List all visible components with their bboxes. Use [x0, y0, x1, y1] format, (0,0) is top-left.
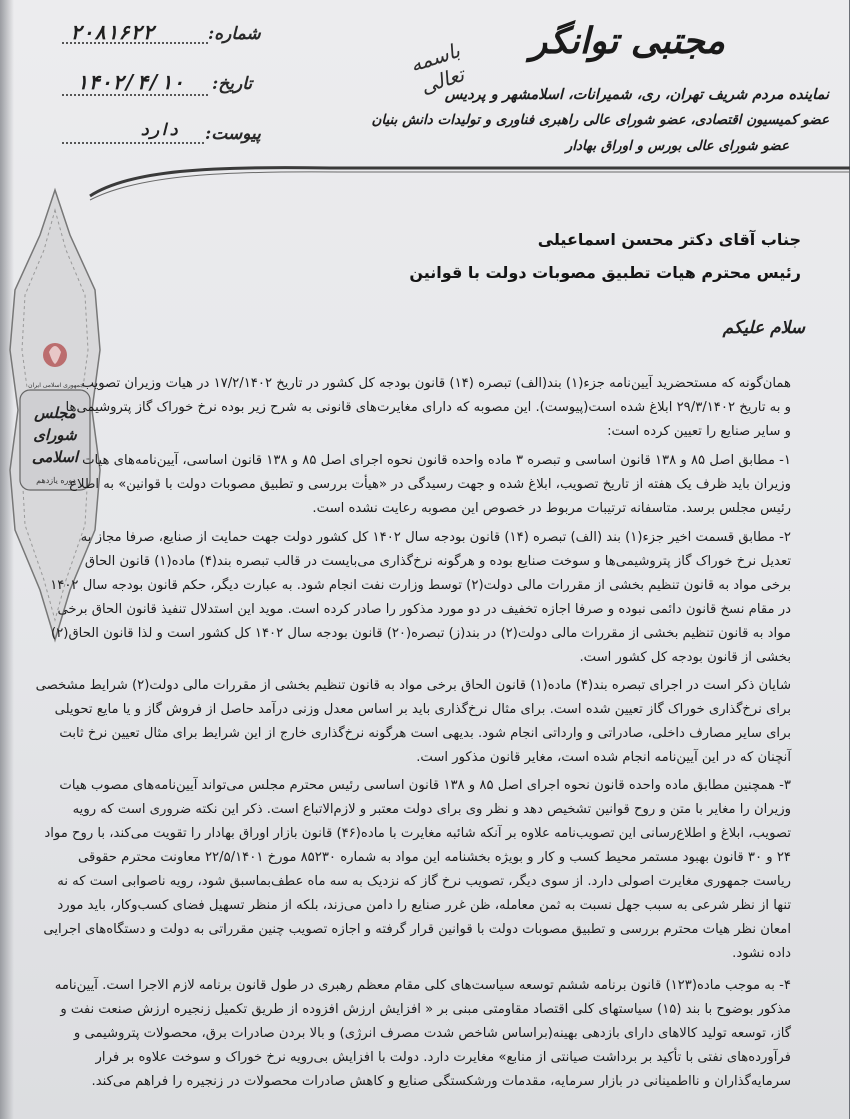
recipient-name: جناب آقای دکتر محسن اسماعیلی: [537, 230, 801, 249]
body-line: وزیران باید ظرف یک هفته از تاریخ تصویب، ابلاغ شده و جهت رسیدگی در «هیأت بررسی و تطبیق مصوبات دولت با قوانین» به اطلاع: [69, 477, 791, 492]
body-line: شایان ذکر است در اجرای تبصره بند(۴) ماده(۱) قانون الحاق برخی مواد به قانون تنظیم بخشی از مقررات مالی دولت(۲) شرایط مشخصی: [35, 678, 791, 693]
emblem-subtitle: جمهوری اسلامی ایران: [28, 382, 84, 389]
emblem-title: مجلس شورای اسلامی: [31, 404, 79, 466]
body-line: ۳- همچنین مطابق ماده واحده قانون نحوه اجرای اصل ۸۵ و ۱۳۸ قانون اساسی رئیس محترم مجلس می‌تواند آیین‌نامه‌های مصوب هیات: [59, 778, 791, 793]
attachment-value: دارد: [140, 120, 179, 139]
attachment-dotline: [62, 142, 204, 144]
number-value: ۲۰۸۱۶۲۲: [70, 20, 155, 44]
representative-line-3: عضو شورای عالی بورس و اوراق بهادار: [565, 138, 789, 154]
body-line: همان‌گونه که مستحضرید آیین‌نامه جزء(۱) بند(الف) تبصره (۱۴) قانون بودجه کل کشور در تاریخ ۱۷/۲/۱۴۰۲ در هیات وزیران تصویب: [81, 376, 791, 391]
number-dotline: [62, 42, 208, 44]
body-line: و سایر صنایع را تعیین کرده است:: [607, 424, 791, 439]
body-line: برای نرخ‌گذاری خوراک گاز تعیین شده است. برای مثال نرخ‌گذاری باید بر اساس معدل وزنی درآمد حاصل از فروش گاز و یا مایع تحویلی: [54, 702, 791, 717]
body-line: فرآورده‌های نفتی با تأکید بر برداشت صیانتی از منابع» مغایرت دارد. دولت با افزایش بی‌رویه نرخ خوراک و سوخت علاوه بر فرار: [95, 1050, 791, 1065]
representative-name: مجتبی توانگر: [529, 20, 725, 62]
body-line: ۴- به موجب ماده(۱۲۳) قانون برنامه ششم توسعه سیاست‌های کلی مقام معظم رهبری در طول قانون برنامه لازم الاجرا است. آیین‌نامه: [54, 978, 791, 993]
body-line: گاز، توسعه تولید کالاهای دارای بازدهی بهینه(براساس شاخص شدت مصرف انرژی) و بالا بردن صادرات برق، محصولات پتروشیمی و: [73, 1026, 791, 1041]
header-divider-curve: [90, 160, 850, 200]
date-value: ۱۴۰۲/۴/۱۰: [76, 70, 185, 94]
body-line: ۲- مطابق قسمت اخیر جزء(۱) بند (الف) تبصره (۱۴) قانون بودجه سال ۱۴۰۲ کل کشور دولت جهت حمایت از صنایع، صرفا مجاز به: [80, 530, 791, 545]
emblem-term: دوره یازدهم: [36, 476, 76, 485]
body-line: ریاست جمهوری مغایرت اصولی دارد. از سوی دیگر، تصویب نرخ گاز که نزدیک به سه ماه عطف‌بماسبق شود، رویه ناصوابی است که نه: [57, 874, 791, 889]
body-line: داده نشود.: [732, 946, 791, 961]
body-line: تنها از نظر شرعی به سبب جهل نسبت به ثمن معامله، ظن غرر صنایع را دامن می‌زند، بلکه از منظر تسهیل فضای کسب‌وکار، باید مورد: [57, 898, 791, 913]
body-line: بخشی از قانون بودجه کل کشور است.: [579, 650, 791, 665]
body-line: مذکور بوضوح با بند (۱۵) سیاستهای کلی اقتصاد مقاومتی مبنی بر « افزایش ارزش افزوده از طریق تکمیل زنجیره ارزش صنعت نفت و: [60, 1002, 791, 1017]
body-line: برخی مواد به قانون تنظیم بخشی از مقررات مالی دولت(۲) توسط وزارت نفت انجام شود. به عبارت دیگر، حکم قانون بودجه سال ۱۴۰۲: [50, 578, 791, 593]
representative-line-2: عضو کمیسیون اقتصادی، عضو شورای عالی راهبری فناوری و تولیدات دانش بنیان: [371, 112, 829, 128]
bismillah-seal: باسمه تعالی: [407, 38, 467, 99]
body-line: مواد به قانون تنظیم بخشی از مقررات مالی دولت(۲) در بند(ز) تبصره(۲۰) قانون بودجه سال ۱۴۰۲ کل کشور است و لذا قانون الحاق(۲): [51, 626, 791, 641]
recipient-title: رئیس محترم هیات تطبیق مصوبات دولت با قوانین: [409, 263, 801, 282]
date-label: تاریخ:: [212, 74, 253, 94]
body-line: و به تاریخ ۲۹/۳/۱۴۰۲ ابلاغ شده است(پیوست). این مصوبه که دارای مغایرت‌های قانونی به شرح زیر بوده نرخ خوراک گاز پتروشیمی‌ها: [65, 400, 791, 415]
body-line: در مقام نسخ قانون دائمی نبوده و صرفا اجازه تخفیف در دو مورد مذکور را صادر کرده است. موید این استدلال تنفیذ قانون الحاق برخی: [57, 602, 791, 617]
body-line: ۲۴ و ۳۰ قانون بهبود مستمر محیط کسب و کار و بویژه بخشنامه این مواد به شماره ۸۵۲۳۰ مورخ ۲۲/۵/۱۴۰۱ معاونت محترم حقوقی: [78, 850, 791, 865]
body-line: ۱- مطابق اصل ۸۵ و ۱۳۸ قانون اساسی و تبصره ۳ ماده واحده قانون نحوه اجرای اصل ۸۵ و ۱۳۸ قانون اساسی، آیین‌نامه‌های هیات: [82, 453, 791, 468]
body-line: آنچنان که در این آیین‌نامه انجام شده است، مغایر قانون مذکور است.: [416, 750, 791, 765]
body-line: تصویب، ابلاغ و اطلاع‌رسانی این تصویب‌نامه علاوه بر آنکه شائبه مغایرت با ماده(۴۶) قانون بازار اوراق بهادار را تقویت می‌کند، با روح مواد: [44, 826, 791, 841]
date-dotline: [62, 94, 208, 96]
body-line: سرمایه‌گذاران و نااطمینانی در بازار سرمایه، مقدمات ورشکستگی صنایع و کاهش صادرات محصولات در زنجیره را فراهم می‌کند.: [91, 1074, 791, 1089]
body-line: رئیس مجلس برسد. متاسفانه ترتیبات مربوط در خصوص این مصوبه رعایت نشده است.: [312, 501, 791, 516]
salutation: سلام علیکم: [722, 318, 805, 338]
body-line: امعان نظر هیات محترم بررسی و تطبیق مصوبات دولت با قوانین قرار گرفته و اجازه تصویب چنین مقرراتی به دولت و دستگاه‌های اجرایی: [43, 922, 791, 937]
body-line: تعدیل نرخ خوراک گاز پتروشیمی‌ها و سوخت صنایع بوده و هرگونه نرخ‌گذاری می‌بایست در قالب تبصره بند(۴) ماده(۱) قانون الحاق: [84, 554, 791, 569]
attachment-label: پیوست:: [205, 124, 261, 144]
body-line: وزیران را مغایر با متن و روح قوانین تشخیص دهد و نظر وی برای دولت معتبر و لازم‌الاتباع است. ذکر این نکته ضروری است که رویه: [72, 802, 791, 817]
body-line: برای سایر مصارف داخلی، صادراتی و وارداتی انجام شود. بدیهی است هرگونه نرخ‌گذاری خارج از این شرایط برای مثال تعیین نرخ ثابت: [59, 726, 791, 741]
representative-line-1: نماینده مردم شریف تهران، ری، شمیرانات، اسلامشهر و پردیس: [444, 86, 829, 103]
number-label: شماره:: [208, 24, 261, 44]
